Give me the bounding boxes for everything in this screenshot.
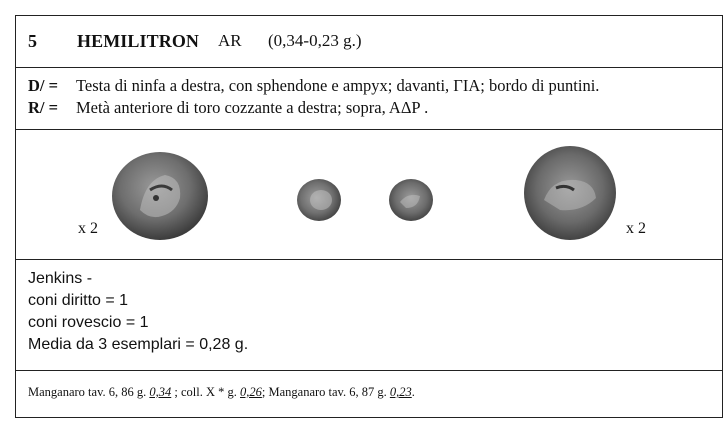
weight-range: (0,34-0,23 g.) <box>268 31 362 50</box>
reverse-actual-image <box>388 178 434 222</box>
coin-metal: AR <box>218 31 242 50</box>
catalog-header <box>16 16 722 67</box>
coin-denomination: HEMILITRON <box>77 31 200 51</box>
reverse-label: R/ = <box>28 98 59 117</box>
obverse-description <box>28 76 599 96</box>
note-reverse-dies: coni rovescio = 1 <box>28 314 149 331</box>
reference-3-weight: 0,23 <box>389 385 412 399</box>
note-average-weight: Media da 3 esemplari = 0,28 g. <box>28 336 249 353</box>
reference-end: . <box>411 385 415 399</box>
reference-1-weight: 0,34 <box>149 385 172 399</box>
die-study-notes <box>16 259 722 370</box>
references <box>16 370 722 417</box>
obverse-text: Testa di ninfa a destra, con sphendone e ampyx; davanti, ΓΙΑ; bordo di puntini. <box>76 76 600 95</box>
reference-separator-2: ; Manganaro tav. 6, 87 g. <box>261 385 390 399</box>
note-obverse-dies: coni diritto = 1 <box>28 292 129 309</box>
reverse-text: Metà anteriore di toro cozzante a destra; sopra, AΔP . <box>76 98 429 117</box>
coin-images <box>16 129 722 259</box>
obverse-enlarged-image <box>110 150 210 242</box>
reference-separator-1: ; coll. X * g. <box>171 385 241 399</box>
reference-1: Manganaro tav. 6, 86 g. <box>28 385 150 399</box>
coin-catalog-card <box>15 15 723 418</box>
note-source: Jenkins - <box>28 270 93 287</box>
obverse-actual-image <box>296 178 342 222</box>
catalog-number: 5 <box>28 31 37 51</box>
scale-label-right: x 2 <box>626 220 646 237</box>
reference-list <box>28 385 415 400</box>
reverse-description <box>28 98 428 118</box>
coin-description <box>16 67 722 129</box>
scale-label-left: x 2 <box>78 220 98 237</box>
obverse-label: D/ = <box>28 76 59 95</box>
reverse-enlarged-image <box>522 144 618 242</box>
reference-2-weight: 0,26 <box>240 385 262 399</box>
